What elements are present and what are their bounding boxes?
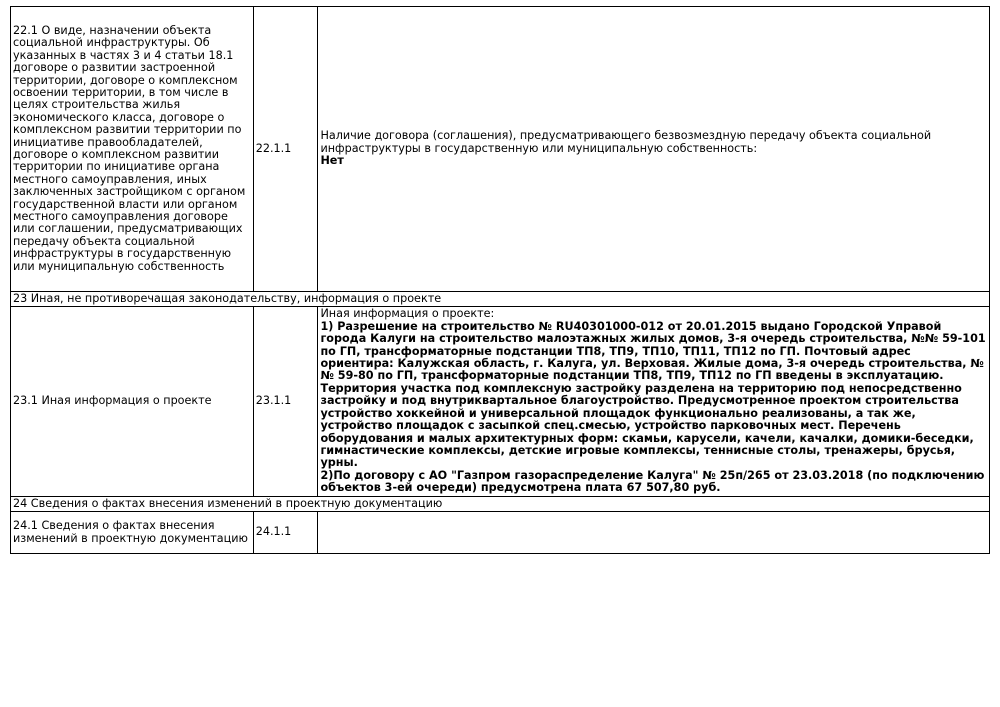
table-row — [11, 7, 990, 292]
section-cell: 24.1 Сведения о фактах внесения изменений в проектную документацию — [11, 512, 254, 554]
section-header-row — [11, 497, 990, 512]
field-value: Нет — [320, 154, 344, 168]
section-cell: 23.1 Иная информация о проекте — [11, 307, 254, 497]
table-row — [11, 512, 990, 554]
field-label: Иная информация о проекте: — [320, 307, 495, 321]
section-header: 23 Иная, не противоречащая законодательству, информация о проекте — [11, 292, 990, 307]
table-row — [11, 307, 990, 497]
content-cell — [318, 512, 990, 554]
section-header-row — [11, 292, 990, 307]
section-header: 24 Сведения о фактах внесения изменений в проектную документацию — [11, 497, 990, 512]
section-cell: 22.1 О виде, назначении объекта социальной инфраструктуры. Об указанных в частях 3 и 4 статьи 18.1 договоре о развитии застроенной территории, договоре о комплексном освоении территории, в том числе в целях строительства жилья экономического класса, договоре о комплексном развитии территории по инициативе правообладателей, договоре о комплексном развитии территории по инициативе органа местного самоуправления, иных заключенных застройщиком с органом государственной власти или органом местного самоуправления договоре или соглашении, предусматривающих передачу объекта социальной инфраструктуры в государственную или муниципальную собственность — [11, 7, 254, 292]
code-cell: 22.1.1 — [253, 7, 318, 292]
field-value: 1) Разрешение на строительство № RU40301000-012 от 20.01.2015 выдано Городской Управой города Калуги на строительство малоэтажных жилых домов, 3-я очередь строительства, №№ 59-101 по ГП, трансформаторные подстанции ТП8, ТП9, ТП10, ТП11, ТП12 по ГП. Почтовый адрес ориентира: Калужская область, г. Калуга, ул. Верховая. Жилые дома, 3-я очередь строительства, №№ 59-80 по ГП, трансформаторные подстанции ТП8, ТП9, ТП12 по ГП введены в эксплуатацию. Территория участка под комплексную застройку разделена на территорию под непосредственно застройку и под внутриквартальное благоустройство. Предусмотренное проектом строительства устройство хоккейной и универсальной площадок функционально реализованы, а так же, устройство площадок с засыпкой спец.смесью, устройство парковочных мест. Перечень оборудования и малых архитектурных форм: скамьи, карусели, качели, качалки, домики-беседки, гимнастические комплексы, детские игровые комплексы, теннисные столы, тренажеры, брусья, урны. 2)По договору с АО "Газпром газораспределение Калуга" № 25п/265 от 23.03.2018 (по подключению объектов 3-ей очереди) предусмотрена плата 67 507,80 руб. — [320, 319, 986, 495]
code-cell: 23.1.1 — [253, 307, 318, 497]
field-label: Наличие договора (соглашения), предусматривающего безвозмездную передачу объекта социальной инфраструктуры в государственную или муниципальную собственность: — [320, 129, 932, 155]
content-cell — [318, 7, 990, 292]
declaration-table — [10, 6, 990, 554]
code-cell: 24.1.1 — [253, 512, 318, 554]
content-cell — [318, 307, 990, 497]
